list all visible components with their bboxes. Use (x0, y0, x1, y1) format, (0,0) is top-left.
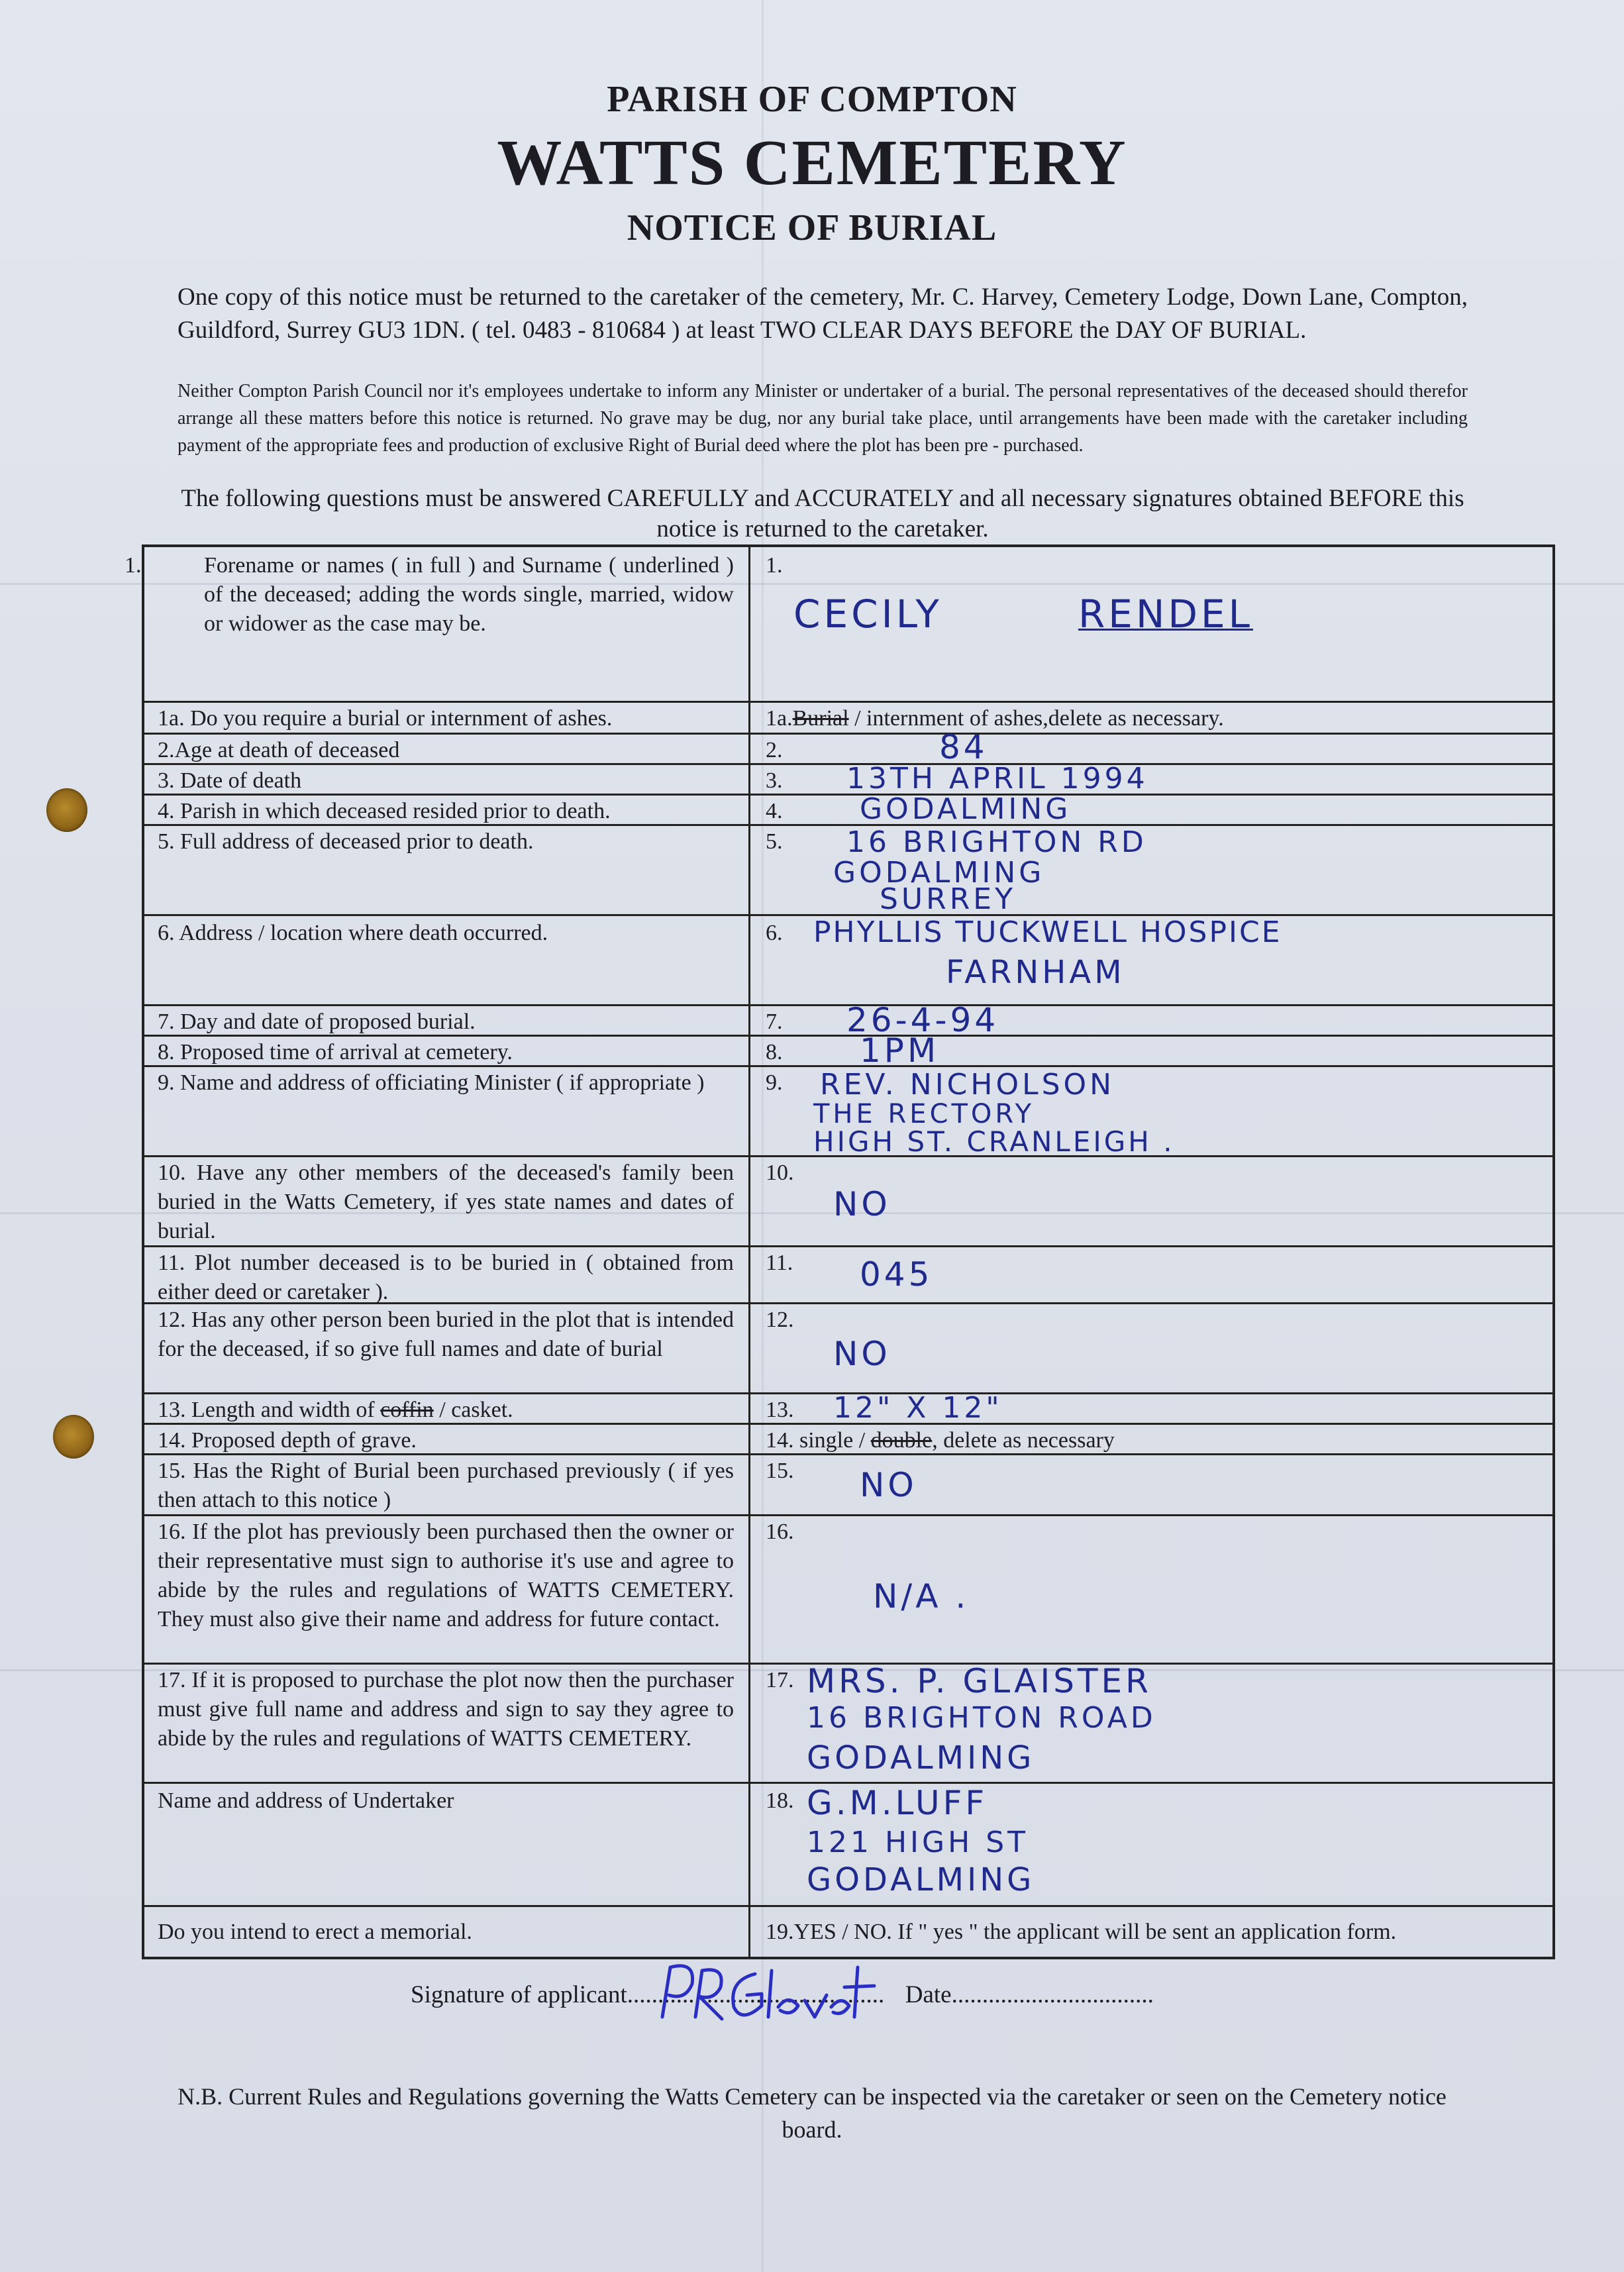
answer-minister-line2[interactable]: THE RECTORY (813, 1099, 1035, 1129)
form-row-q1 (125, 547, 1552, 701)
question-text: 1a. Do you require a burial or internment of ashes. (158, 706, 613, 731)
answer-number: 15. (766, 1459, 794, 1483)
answer-number: 3. (766, 768, 783, 793)
answer-minister-line1[interactable]: REV. NICHOLSON (820, 1068, 1115, 1102)
answer-number: 6. (766, 921, 783, 945)
question-text: 12. Has any other person been buried in the plot that is intended for the deceased, if so give full names and date of burial (158, 1308, 734, 1361)
answer-parish[interactable]: GODALMING (860, 792, 1072, 826)
answer-address-line3[interactable]: SURREY (880, 882, 1016, 916)
form-row-q3 (144, 763, 1552, 794)
answer-number: 8. (766, 1040, 783, 1064)
answer-forename[interactable]: CECILY (793, 592, 942, 637)
answer-purchaser-line1[interactable]: MRS. P. GLAISTER (807, 1662, 1152, 1700)
form-row-q18 (144, 1782, 1552, 1905)
answer-number: 4. (766, 799, 783, 823)
question-text: 11. Plot number deceased is to be buried in ( obtained from either deed or caretaker ). (158, 1251, 734, 1304)
form-row-q2 (144, 728, 1552, 766)
question-rest: / casket. (433, 1398, 513, 1422)
intro-requirement: The following questions must be answered CAREFULLY and ACCURATELY and all necessary signatures obtained BEFORE this notice is returned to the caretaker. (181, 485, 1464, 542)
form-row-q9 (144, 1065, 1552, 1158)
date-field[interactable]: ................................. (951, 1981, 1154, 2008)
question-body: Forename or names ( in full ) and Surname ( underlined ) of the deceased; adding the words single, married, widow or widower as the case may be. (204, 553, 734, 636)
parish-title: PARISH OF COMPTON (607, 79, 1017, 120)
answer-number: 17. (766, 1668, 794, 1692)
struck-option: double (870, 1428, 933, 1453)
answer-surname[interactable]: RENDEL (1078, 592, 1253, 637)
signature-field[interactable]: .......................................... (627, 1981, 885, 2008)
answer-date-of-death[interactable]: 13TH APRIL 1994 (846, 762, 1148, 796)
answer-minister-line3[interactable]: HIGH ST. CRANLEIGH . (813, 1125, 1175, 1158)
form-row-q1a (144, 701, 1552, 733)
punch-hole (53, 1415, 94, 1459)
question-text: 7. Day and date of proposed burial. (158, 1009, 476, 1034)
date-label: Date (905, 1981, 952, 2008)
question-number: 1. (125, 553, 142, 578)
answer-number: 10. (766, 1161, 794, 1185)
signature-scrawl-icon (656, 1954, 894, 2034)
question-text: Name and address of Undertaker (158, 1788, 454, 1813)
form-row-q7 (144, 1001, 1552, 1039)
form-row-q6 (144, 914, 1552, 1004)
question-text (125, 551, 734, 639)
answer-arrival-time[interactable]: 1PM (860, 1031, 940, 1070)
answer-rest: / internment of ashes,delete as necessary. (848, 706, 1224, 731)
answer-number: 11. (766, 1251, 793, 1275)
question-text: 4. Parish in which deceased resided prior to death. (158, 799, 611, 823)
answer-age[interactable]: 84 (939, 728, 988, 766)
question-text: 17. If it is proposed to purchase the plot now then the purchaser must give full name and address and sign to say they agree to abide by the rules and regulations of WATTS CEMETERY. (158, 1668, 734, 1751)
form-row-q19 (144, 1905, 1552, 1957)
answer-plot-number[interactable]: 045 (860, 1255, 933, 1294)
form-row-q16 (144, 1514, 1552, 1663)
footnote: N.B. Current Rules and Regulations governing the Watts Cemetery can be inspected via the caretaker or seen on the Cemetery notice board. (178, 2083, 1446, 2143)
memorial-answer: 19.YES / NO. If " yes " the applicant will be sent an application form. (766, 1920, 1397, 1944)
form-row-q8 (144, 1031, 1552, 1070)
answer-number: 9. (766, 1070, 783, 1095)
question-text: 3. Date of death (158, 768, 302, 793)
punch-hole (46, 788, 87, 832)
answer-death-location-line1[interactable]: PHYLLIS TUCKWELL HOSPICE (813, 915, 1282, 949)
applicant-signature (656, 1954, 894, 2047)
signature-label: Signature of applicant (411, 1981, 627, 2008)
question-text: 9. Name and address of officiating Minister ( if appropriate ) (158, 1070, 705, 1095)
answer-owner-authorisation[interactable]: N/A . (873, 1577, 970, 1616)
answer-number: 2. (766, 738, 783, 762)
answer-text (766, 704, 1224, 733)
question-text: 5. Full address of deceased prior to death. (158, 829, 534, 854)
intro-disclaimer: Neither Compton Parish Council nor it's employees undertake to inform any Minister or undertaker of a burial. The personal representatives of the deceased should therefor arrange all these matters before this notice is returned. No grave may be dug, nor any burial take place, until arrangements have been made with the caretaker including payment of the appropriate fees and production of exclusive Right of Burial deed where the plot has been pre - purchased. (178, 381, 1468, 456)
question-text: 8. Proposed time of arrival at cemetery. (158, 1040, 513, 1064)
question-text (158, 1396, 734, 1425)
answer-text (766, 1426, 1115, 1455)
answer-burial-date[interactable]: 26-4-94 (846, 1001, 999, 1039)
answer-address-line1[interactable]: 16 BRIGHTON RD (846, 825, 1147, 859)
notice-title: NOTICE OF BURIAL (627, 207, 997, 248)
form-row-q15 (144, 1453, 1552, 1514)
form-row-q11 (144, 1245, 1552, 1302)
answer-death-location-line2[interactable]: FARNHAM (946, 954, 1125, 991)
answer-number: 5. (766, 829, 783, 854)
form-row-q4 (144, 794, 1552, 824)
question-text: 16. If the plot has previously been purchased then the owner or their representative must sign to authorise it's use and agree to abide by the rules and regulations of WATTS CEMETERY. They must also give their name and address for future contact. (158, 1520, 734, 1631)
answer-number: 7. (766, 1009, 783, 1034)
answer-undertaker-line1[interactable]: G.M.LUFF (807, 1784, 988, 1822)
form-row-q10 (144, 1155, 1552, 1245)
answer-address-line2[interactable]: GODALMING (833, 856, 1045, 890)
form-row-q5 (144, 824, 1552, 914)
answer-purchaser-line3[interactable]: GODALMING (807, 1739, 1035, 1777)
answer-number: 18. (766, 1788, 794, 1813)
question-text: 2.Age at death of deceased (158, 738, 400, 762)
form-row-q13 (144, 1392, 1552, 1423)
answer-rest: , delete as necessary (932, 1428, 1115, 1453)
question-text: 14. Proposed depth of grave. (158, 1428, 417, 1453)
answer-undertaker-line2[interactable]: 121 HIGH ST (807, 1826, 1029, 1859)
answer-undertaker-line3[interactable]: GODALMING (807, 1861, 1035, 1898)
answer-other-buried[interactable]: NO (833, 1335, 891, 1373)
answer-number: 16. (766, 1520, 794, 1544)
answer-casket-size[interactable]: 12" X 12" (833, 1391, 1003, 1425)
intro-instructions: One copy of this notice must be returned to the caretaker of the cemetery, Mr. C. Harvey, Cemetery Lodge, Down Lane, Compton, Guildford, Surrey GU3 1DN. ( tel. 0483 - 810684 ) at least TWO CLEAR DAYS BEFORE the DAY OF BURIAL. (178, 284, 1468, 344)
answer-number: 1. (766, 553, 783, 578)
cemetery-title: WATTS CEMETERY (497, 127, 1127, 199)
question-text: Do you intend to erect a memorial. (158, 1920, 472, 1944)
form-row-q14 (144, 1423, 1552, 1453)
answer-right-of-burial[interactable]: NO (860, 1466, 917, 1504)
answer-prefix: 14. single / (766, 1428, 871, 1453)
question-prefix: 13. Length and width of (158, 1398, 381, 1422)
answer-family-buried[interactable]: NO (833, 1185, 891, 1223)
answer-prefix: 1a. (766, 706, 793, 731)
question-text: 6. Address / location where death occurred. (158, 921, 548, 945)
burial-form-table (125, 544, 1555, 1959)
answer-number: 13. (766, 1398, 794, 1422)
question-text: 10. Have any other members of the deceased's family been buried in the Watts Cemetery, if yes state names and dates of burial. (158, 1161, 734, 1243)
form-row-q12 (144, 1302, 1552, 1392)
struck-option: Burial (792, 706, 849, 731)
form-row-q17 (144, 1663, 1552, 1782)
answer-purchaser-line2[interactable]: 16 BRIGHTON ROAD (807, 1701, 1156, 1735)
struck-option: coffin (380, 1398, 434, 1422)
question-text: 15. Has the Right of Burial been purchased previously ( if yes then attach to this notice ) (158, 1459, 734, 1512)
answer-number: 12. (766, 1308, 794, 1332)
